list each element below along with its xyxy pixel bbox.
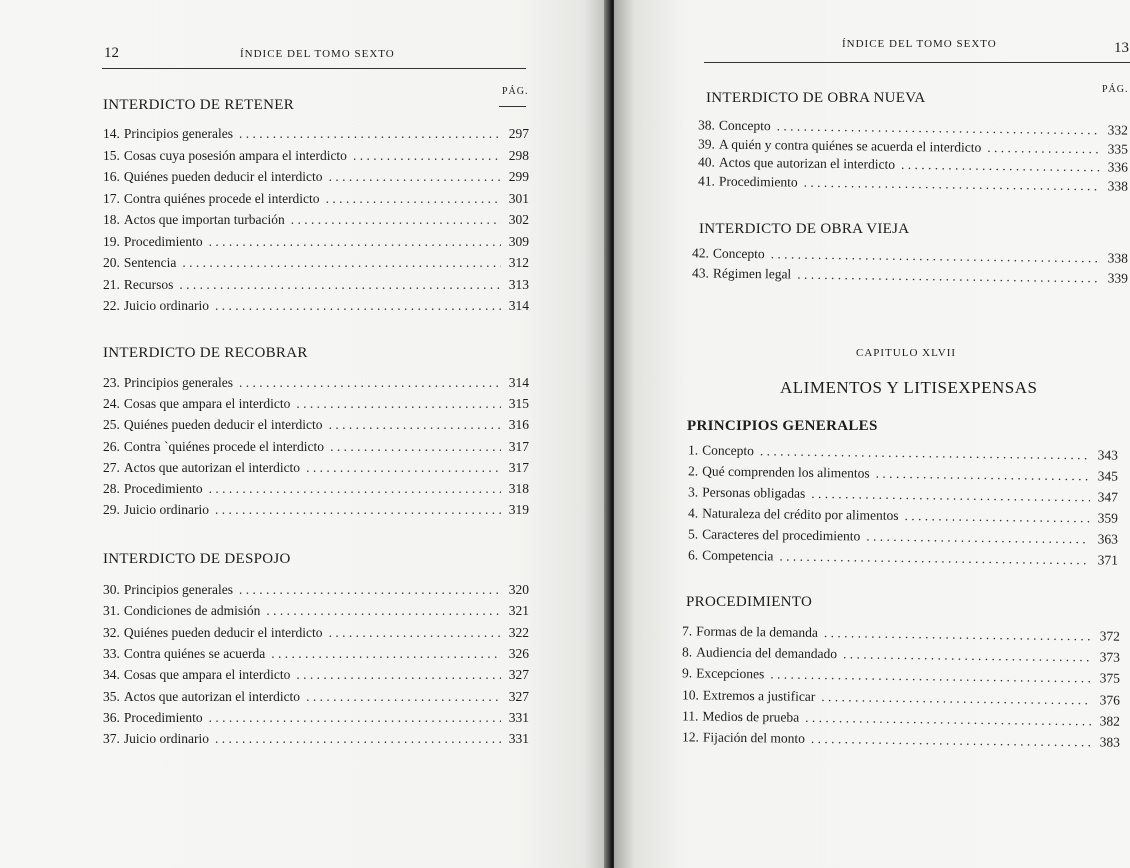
dot-leader xyxy=(306,458,501,478)
entry-title: Caracteres del procedimiento xyxy=(702,526,861,544)
entry-page-number: 371 xyxy=(1097,552,1119,568)
toc-entry xyxy=(103,500,529,520)
entry-number: 39. xyxy=(697,135,715,152)
entry-number: 1. xyxy=(687,442,699,458)
entry-number: 29. xyxy=(103,502,120,518)
entry-number: 28. xyxy=(103,481,120,496)
entry-number: 10. xyxy=(681,686,699,703)
toc-entry xyxy=(103,124,529,144)
entry-title: Juicio ordinario xyxy=(123,502,209,518)
dot-leader xyxy=(876,464,1091,487)
entry-title: Quiénes pueden deducir el interdicto xyxy=(123,624,323,640)
entry-page-number: 297 xyxy=(508,126,529,141)
entry-title: Contra quiénes se acuerda xyxy=(123,645,266,661)
right-header-rule xyxy=(704,62,1130,63)
dot-leader xyxy=(182,253,501,273)
entry-page-number: 309 xyxy=(508,233,529,249)
entry-page-number: 363 xyxy=(1097,531,1119,547)
left-running-head: ÍNDICE DEL TOMO SEXTO xyxy=(240,48,395,60)
dot-leader xyxy=(330,437,501,457)
entry-title: Cosas que ampara el interdicto xyxy=(123,396,291,412)
entry-page-number: 338 xyxy=(1107,250,1129,266)
toc-entry xyxy=(103,167,529,187)
entry-number: 40. xyxy=(697,154,715,170)
entry-number: 31. xyxy=(103,603,120,619)
toc-entry xyxy=(103,210,529,230)
entry-title: Concepto xyxy=(718,117,771,134)
entry-number: 14. xyxy=(103,126,120,141)
dot-leader xyxy=(266,601,501,621)
dot-leader xyxy=(271,644,501,664)
dot-leader xyxy=(215,729,501,749)
section-heading: INTERDICTO DE RECOBRAR xyxy=(103,345,308,361)
section-heading: INTERDICTO DE DESPOJO xyxy=(103,551,291,567)
entry-page-number: 302 xyxy=(508,212,529,227)
dot-leader xyxy=(215,500,501,520)
entry-page-number: 313 xyxy=(508,276,529,292)
entry-number: 38. xyxy=(697,117,715,133)
entry-title: Actos que autorizan el interdicto xyxy=(123,459,301,475)
entry-page-number: 345 xyxy=(1097,468,1119,484)
toc-entry xyxy=(103,437,529,457)
entry-page-number: 339 xyxy=(1107,270,1129,286)
entry-page-number: 299 xyxy=(508,169,529,184)
toc-entry xyxy=(103,729,529,749)
dot-leader xyxy=(326,189,501,209)
entry-title: Procedimiento xyxy=(123,233,203,249)
entry-title: Concepto xyxy=(702,442,754,459)
entry-title: Cosas que ampara el interdicto xyxy=(123,667,291,683)
dot-leader xyxy=(209,479,501,499)
dot-leader xyxy=(866,527,1090,550)
entry-number: 26. xyxy=(103,438,120,454)
section-heading: INTERDICTO DE OBRA VIEJA xyxy=(699,221,910,237)
entry-page-number: 298 xyxy=(508,147,529,163)
entry-page-number: 338 xyxy=(1107,177,1129,194)
dot-leader xyxy=(239,373,501,393)
entry-page-number: 317 xyxy=(508,438,529,454)
toc-entry xyxy=(103,253,529,273)
entry-title: Formas de la demanda xyxy=(696,623,819,640)
entry-title: Principios generales xyxy=(123,126,233,141)
dot-leader xyxy=(239,580,501,600)
left-header-rule xyxy=(102,68,526,69)
toc-entry xyxy=(688,545,1118,570)
entry-title: Qué comprenden los alimentos xyxy=(702,463,870,481)
entry-title: Procedimiento xyxy=(718,173,798,190)
entry-title: Cosas cuya posesión ampara el interdicto xyxy=(123,147,347,163)
toc-entry xyxy=(103,623,529,643)
toc-entry xyxy=(103,687,529,707)
entry-number: 19. xyxy=(103,233,120,249)
toc-entry xyxy=(103,373,529,393)
entry-number: 25. xyxy=(103,417,120,433)
entry-page-number: 327 xyxy=(508,667,529,683)
left-pag-rule xyxy=(499,106,526,107)
entry-title: Quiénes pueden deducir el interdicto xyxy=(123,169,323,184)
entry-title: Excepciones xyxy=(696,665,765,682)
entry-title: Procedimiento xyxy=(123,481,203,496)
dot-leader xyxy=(843,644,1092,667)
toc-entry xyxy=(103,665,529,685)
entry-title: Recursos xyxy=(123,276,174,292)
entry-number: 32. xyxy=(103,624,120,640)
right-page-number: 13 xyxy=(1114,40,1129,56)
dot-leader xyxy=(779,546,1090,570)
entry-page-number: 347 xyxy=(1097,489,1119,505)
left-page-number: 12 xyxy=(104,45,119,61)
entry-number: 30. xyxy=(103,582,120,597)
entry-page-number: 314 xyxy=(508,375,529,390)
entry-number: 24. xyxy=(103,396,120,412)
dot-leader xyxy=(306,687,501,707)
entry-page-number: 376 xyxy=(1099,692,1121,708)
entry-title: Contra quiénes procede el interdicto xyxy=(123,190,320,206)
entry-page-number: 331 xyxy=(508,731,529,747)
right-page xyxy=(614,0,1130,868)
entry-number: 16. xyxy=(103,169,120,184)
toc-entry xyxy=(103,275,529,295)
entry-page-number: 315 xyxy=(508,396,529,412)
dot-leader xyxy=(797,265,1100,289)
right-pag-label: PÁG. xyxy=(1102,84,1129,95)
entry-page-number: 359 xyxy=(1097,510,1119,526)
entry-title: Concepto xyxy=(712,245,765,262)
entry-number: 18. xyxy=(103,212,120,227)
toc-entry xyxy=(103,189,529,209)
entry-number: 34. xyxy=(103,667,120,683)
entry-page-number: 322 xyxy=(508,624,529,640)
entry-number: 22. xyxy=(103,298,120,313)
dot-leader xyxy=(209,232,501,252)
toc-entry xyxy=(103,146,529,166)
entry-number: 20. xyxy=(103,255,120,270)
entry-number: 6. xyxy=(687,547,699,563)
dot-leader xyxy=(805,708,1092,732)
entry-page-number: 372 xyxy=(1099,628,1121,644)
entry-page-number: 375 xyxy=(1099,670,1121,687)
chapter-title: ALIMENTOS Y LITISEXPENSAS xyxy=(780,378,1038,397)
entry-number: 35. xyxy=(103,688,120,704)
entry-page-number: 312 xyxy=(508,255,529,270)
dot-leader xyxy=(803,172,1100,196)
entry-page-number: 327 xyxy=(508,688,529,704)
entry-page-number: 319 xyxy=(508,502,529,518)
entry-page-number: 332 xyxy=(1107,122,1129,138)
toc-entry xyxy=(692,263,1128,288)
dot-leader xyxy=(904,506,1090,528)
toc-entry xyxy=(103,580,529,600)
entry-title: Medios de prueba xyxy=(702,708,800,725)
entry-number: 37. xyxy=(103,731,120,747)
entry-page-number: 314 xyxy=(508,298,529,313)
left-pag-label: PÁG. xyxy=(502,86,529,97)
dot-leader xyxy=(291,210,501,230)
entry-page-number: 301 xyxy=(508,190,529,206)
dot-leader xyxy=(770,665,1092,689)
dot-leader xyxy=(296,665,501,685)
entry-page-number: 382 xyxy=(1099,713,1121,729)
entry-page-number: 317 xyxy=(508,459,529,475)
entry-page-number: 373 xyxy=(1099,649,1121,665)
entry-page-number: 335 xyxy=(1107,140,1129,157)
right-running-head: ÍNDICE DEL TOMO SEXTO xyxy=(842,38,997,50)
entry-title: Naturaleza del crédito por alimentos xyxy=(702,505,899,523)
entry-title: Juicio ordinario xyxy=(123,731,209,747)
entry-title: Sentencia xyxy=(123,255,177,270)
entry-title: Condiciones de admisión xyxy=(123,603,261,619)
dot-leader xyxy=(760,441,1090,465)
toc-entry xyxy=(103,296,529,316)
entry-title: Actos que autorizan el interdicto xyxy=(718,154,896,172)
entry-number: 33. xyxy=(103,645,120,661)
entry-number: 43. xyxy=(691,265,709,281)
entry-number: 3. xyxy=(687,484,699,500)
dot-leader xyxy=(329,167,501,187)
toc-entry xyxy=(103,458,529,478)
entry-page-number: 318 xyxy=(508,481,529,496)
entry-number: 5. xyxy=(687,526,699,542)
section-heading: PROCEDIMIENTO xyxy=(686,594,813,610)
entry-title: Quiénes pueden deducir el interdicto xyxy=(123,417,323,433)
toc-entry xyxy=(103,708,529,728)
dot-leader xyxy=(824,623,1092,646)
entry-page-number: 343 xyxy=(1097,447,1119,463)
section-heading: INTERDICTO DE RETENER xyxy=(103,97,295,113)
section-heading: PRINCIPIOS GENERALES xyxy=(687,418,878,434)
dot-leader xyxy=(353,146,501,166)
toc-entry xyxy=(103,479,529,499)
dot-leader xyxy=(329,415,501,435)
entry-page-number: 331 xyxy=(508,709,529,725)
dot-leader xyxy=(811,729,1092,752)
chapter-label: CAPITULO XLVII xyxy=(856,347,957,359)
entry-number: 9. xyxy=(681,665,693,681)
entry-page-number: 383 xyxy=(1099,734,1121,750)
dot-leader xyxy=(821,687,1092,710)
entry-title: A quién y contra quiénes se acuerda el interdicto xyxy=(718,136,982,155)
dot-leader xyxy=(811,484,1090,507)
dot-leader xyxy=(329,623,501,643)
entry-title: Principios generales xyxy=(123,582,233,597)
dot-leader xyxy=(296,394,501,414)
entry-number: 17. xyxy=(103,190,120,206)
entry-number: 41. xyxy=(697,172,715,189)
entry-number: 15. xyxy=(103,147,120,163)
entry-page-number: 320 xyxy=(508,582,529,597)
entry-number: 7. xyxy=(681,623,693,639)
entry-title: Fijación del monto xyxy=(702,729,805,746)
entry-page-number: 326 xyxy=(508,645,529,661)
entry-title: Contra `quiénes procede el interdicto xyxy=(123,438,325,454)
dot-leader xyxy=(239,124,501,144)
toc-entry xyxy=(682,727,1120,752)
entry-title: Régimen legal xyxy=(712,265,792,282)
entry-title: Actos que autorizan el interdicto xyxy=(123,688,301,704)
dot-leader xyxy=(215,296,501,316)
entry-title: Actos que importan turbación xyxy=(123,212,285,227)
entry-number: 8. xyxy=(681,644,693,660)
toc-entry xyxy=(103,601,529,621)
entry-title: Audiencia del demandado xyxy=(696,644,838,662)
entry-number: 11. xyxy=(681,708,699,724)
toc-entry xyxy=(103,644,529,664)
entry-title: Juicio ordinario xyxy=(123,298,209,313)
dot-leader xyxy=(179,275,501,295)
entry-page-number: 321 xyxy=(508,603,529,619)
entry-title: Extremos a justificar xyxy=(702,687,816,704)
entry-number: 21. xyxy=(103,276,120,292)
entry-title: Personas obligadas xyxy=(702,484,806,501)
entry-number: 27. xyxy=(103,459,120,475)
toc-entry xyxy=(103,232,529,252)
entry-page-number: 336 xyxy=(1107,159,1129,175)
section-heading: INTERDICTO DE OBRA NUEVA xyxy=(706,90,926,106)
entry-number: 23. xyxy=(103,375,120,390)
entry-number: 4. xyxy=(687,505,699,521)
entry-page-number: 316 xyxy=(508,417,529,433)
entry-number: 36. xyxy=(103,709,120,725)
toc-entry xyxy=(103,415,529,435)
dot-leader xyxy=(209,708,501,728)
entry-number: 42. xyxy=(691,245,709,261)
toc-entry xyxy=(103,394,529,414)
entry-title: Principios generales xyxy=(123,375,233,390)
entry-number: 12. xyxy=(681,729,699,745)
entry-title: Competencia xyxy=(702,547,774,564)
entry-number: 2. xyxy=(687,463,699,479)
entry-title: Procedimiento xyxy=(123,709,203,725)
